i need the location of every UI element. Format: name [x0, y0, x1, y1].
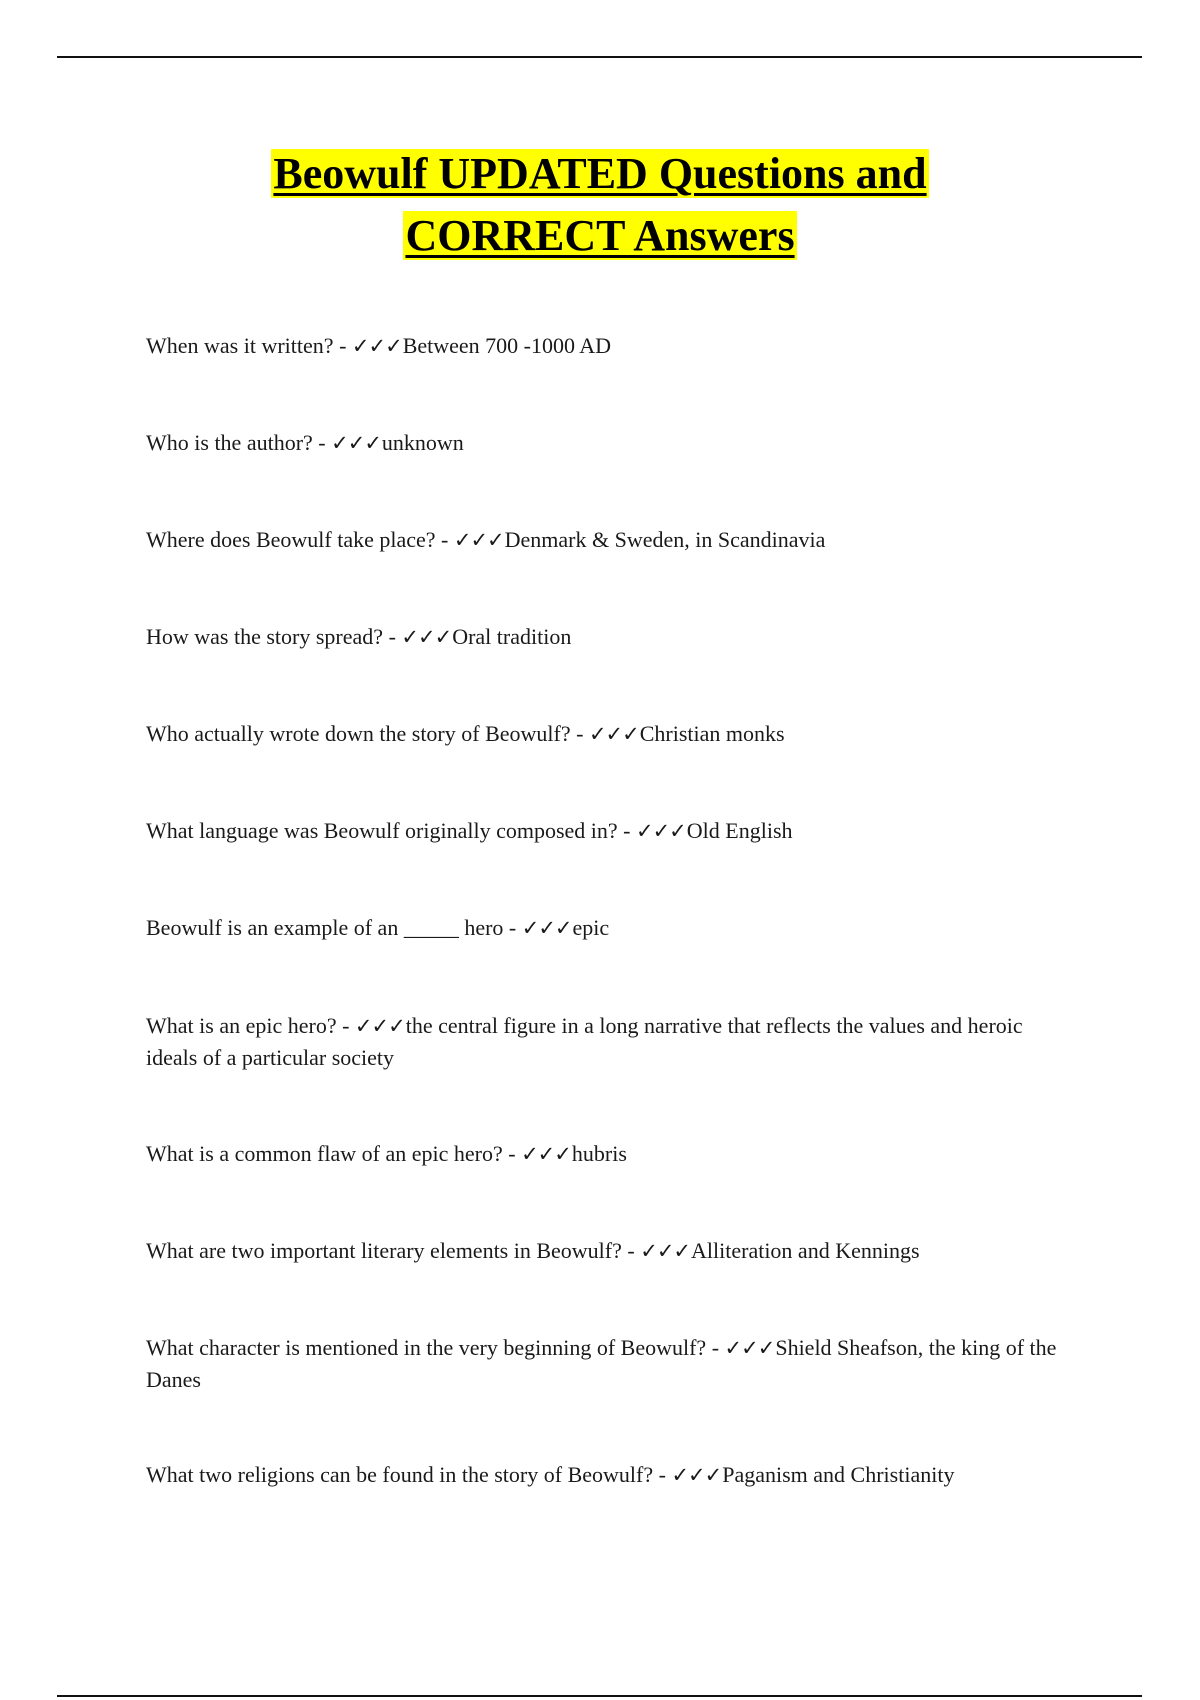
qa-item-3	[146, 524, 1066, 556]
checkmark-icon: ✓✓✓	[640, 1239, 691, 1263]
checkmark-icon: ✓✓✓	[453, 528, 504, 552]
separator: -	[570, 721, 589, 746]
title-line-1: Beowulf UPDATED Questions and	[273, 149, 927, 198]
qa-item-10	[146, 1235, 1066, 1267]
answer-text: hubris	[571, 1141, 627, 1166]
answer-text: Oral tradition	[452, 624, 572, 649]
checkmark-icon: ✓✓✓	[521, 916, 572, 940]
answer-text: unknown	[381, 430, 464, 455]
checkmark-icon: ✓✓✓	[354, 1014, 405, 1038]
qa-item-5	[146, 718, 1066, 750]
question-text: Who actually wrote down the story of Beowulf?	[146, 721, 571, 746]
separator: -	[502, 1141, 522, 1166]
question-text: Where does Beowulf take place?	[146, 527, 436, 552]
qa-item-2	[146, 427, 1066, 459]
answer-text: Christian monks	[639, 721, 785, 746]
answer-text: Alliteration and Kennings	[691, 1238, 920, 1263]
question-text: What two religions can be found in the story of Beowulf?	[146, 1462, 654, 1487]
qa-item-11	[146, 1332, 1066, 1395]
answer-text: Between 700 -1000 AD	[402, 333, 612, 358]
separator: -	[621, 1238, 641, 1263]
checkmark-icon: ✓✓✓	[635, 819, 686, 843]
answer-text: Old English	[686, 818, 793, 843]
answer-text: epic	[572, 915, 610, 940]
answer-text: Shield Sheafson, the king of the Danes	[146, 1335, 1057, 1392]
question-text: What is a common flaw of an epic hero?	[146, 1141, 503, 1166]
checkmark-icon: ✓✓✓	[351, 334, 402, 358]
qa-item-7	[146, 912, 1066, 944]
answer-text: Paganism and Christianity	[722, 1462, 955, 1487]
checkmark-icon: ✓✓✓	[671, 1463, 722, 1487]
separator: -	[653, 1462, 672, 1487]
question-text: What is an epic hero?	[146, 1013, 337, 1038]
separator: -	[383, 624, 402, 649]
top-rule	[57, 56, 1142, 58]
separator: -	[333, 333, 352, 358]
checkmark-icon: ✓✓✓	[401, 625, 452, 649]
checkmark-icon: ✓✓✓	[331, 431, 381, 455]
question-text: What character is mentioned in the very beginning of Beowulf?	[146, 1335, 707, 1360]
question-text: How was the story spread?	[146, 624, 384, 649]
question-text: Who is the author?	[146, 430, 313, 455]
checkmark-icon: ✓✓✓	[724, 1336, 775, 1360]
answer-text: Denmark & Sweden, in Scandinavia	[504, 527, 826, 552]
question-text: What language was Beowulf originally composed in?	[146, 818, 618, 843]
question-text: Beowulf is an example of an _____ hero	[146, 915, 504, 940]
qa-item-6	[146, 815, 1066, 847]
qa-item-4	[146, 621, 1066, 653]
qa-item-1	[146, 330, 1066, 362]
bottom-rule	[57, 1695, 1142, 1697]
separator: -	[706, 1335, 725, 1360]
separator: -	[336, 1013, 355, 1038]
qa-item-9	[146, 1138, 1066, 1170]
checkmark-icon: ✓✓✓	[521, 1142, 571, 1166]
title-line-2: CORRECT Answers	[405, 211, 795, 260]
checkmark-icon: ✓✓✓	[588, 722, 639, 746]
question-text: What are two important literary elements in Beowulf?	[146, 1238, 622, 1263]
question-text: When was it written?	[146, 333, 334, 358]
qa-item-8	[146, 1010, 1066, 1073]
answer-text: the central figure in a long narrative that reflects the values and heroic ideals of a particular society	[146, 1013, 1023, 1070]
separator: -	[503, 915, 522, 940]
separator: -	[435, 527, 454, 552]
separator: -	[312, 430, 332, 455]
separator: -	[617, 818, 636, 843]
qa-item-12	[146, 1459, 1066, 1491]
page-title	[0, 143, 1200, 267]
